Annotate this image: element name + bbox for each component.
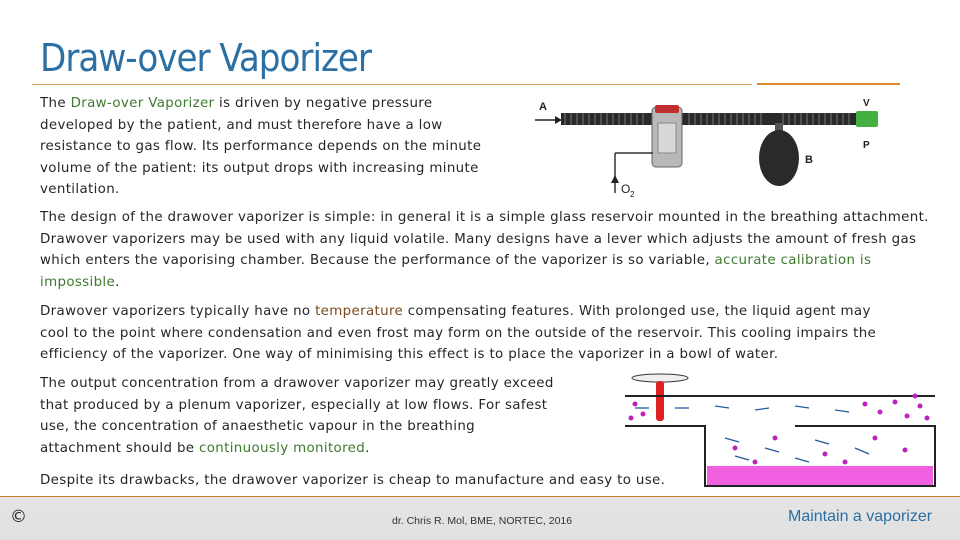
title-accent-rule bbox=[757, 83, 900, 85]
paragraph-line: use, the concentration of anaesthetic vapour in the breathing bbox=[40, 419, 476, 434]
paragraph-line: volume of the patient: its output drops with increasing minute bbox=[40, 160, 479, 176]
page-title: Draw-over Vaporizer bbox=[40, 36, 371, 80]
highlight-term: continuously monitored bbox=[199, 440, 366, 456]
vaporizer-window bbox=[658, 123, 676, 153]
oxygen-arrow bbox=[611, 175, 619, 183]
control-valve bbox=[656, 381, 664, 421]
paragraph-line: ventilation. bbox=[40, 182, 120, 197]
lever-disc bbox=[632, 374, 688, 382]
inlet-arrowhead bbox=[555, 116, 562, 124]
label-a: A bbox=[539, 101, 547, 113]
paragraph-line: The Draw-over Vaporizer is driven by negative pressure bbox=[40, 96, 433, 111]
highlight-term: accurate calibration is bbox=[714, 253, 872, 268]
corrugated-tube bbox=[561, 113, 856, 125]
label-p: P bbox=[863, 140, 870, 151]
paragraph-line: resistance to gas flow. Its performance depends on the minute bbox=[40, 139, 482, 154]
drawover-circuit-diagram bbox=[525, 93, 895, 203]
label-o2: O bbox=[621, 182, 631, 196]
paragraph-output bbox=[40, 373, 600, 459]
paragraph-intro bbox=[40, 93, 510, 201]
paragraph-line: that produced by a plenum vaporizer, especially at low flows. For safest bbox=[40, 397, 548, 413]
label-b: B bbox=[805, 154, 813, 166]
vaporizer-dial bbox=[655, 105, 679, 113]
title-underline bbox=[32, 84, 752, 85]
paragraph-line: cool to the point where condensation and even frost may form on the outside of the reservoir. This cooling impairs the bbox=[40, 325, 877, 341]
patient-valve bbox=[856, 111, 878, 127]
paragraph-design bbox=[40, 207, 950, 293]
liquid-agent bbox=[707, 466, 933, 485]
paragraph-temperature bbox=[40, 301, 950, 366]
label-v: V bbox=[863, 98, 870, 109]
vapour-molecules bbox=[629, 394, 930, 465]
highlight-term: Draw-over Vaporizer bbox=[70, 96, 215, 111]
author-credit: dr. Chris R. Mol, BME, NORTEC, 2016 bbox=[392, 515, 573, 527]
paragraph-line: attachment should be continuously monitored. bbox=[40, 440, 370, 456]
flow-arrows bbox=[635, 406, 869, 462]
copyright-symbol: © bbox=[10, 507, 27, 527]
paragraph-line: developed by the patient, and must therefore have a low bbox=[40, 117, 443, 133]
label-o2-subscript: 2 bbox=[630, 190, 635, 199]
maintain-vaporizer-link[interactable]: Maintain a vaporizer bbox=[788, 508, 933, 525]
paragraph-line: which enters the vaporising chamber. Because the performance of the vaporizer is so variable, accurate calibration is bbox=[40, 253, 872, 268]
paragraph-line: impossible. bbox=[40, 274, 120, 290]
paragraph-line: The design of the drawover vaporizer is simple: in general it is a simple glass reservoir mounted in the breathing attachment. bbox=[40, 210, 929, 225]
paragraph-line: Drawover vaporizers may be used with any liquid volatile. Many designs have a lever which adjusts the amount of fresh gas bbox=[40, 231, 917, 247]
highlight-term: impossible bbox=[40, 274, 116, 290]
highlight-term: temperature bbox=[315, 304, 404, 319]
paragraph-line: Drawover vaporizers typically have no temperature compensating features. With prolonged use, the liquid agent may bbox=[40, 304, 871, 319]
reservoir-bag bbox=[759, 130, 799, 186]
paragraph-line: efficiency of the vaporizer. One way of minimising this effect is to place the vaporizer in a bowl of water. bbox=[40, 347, 779, 362]
paragraph-line: The output concentration from a drawover vaporizer may greatly exceed bbox=[40, 376, 554, 391]
paragraph-summary: Despite its drawbacks, the drawover vaporizer is cheap to manufacture and easy to use. bbox=[40, 473, 666, 488]
